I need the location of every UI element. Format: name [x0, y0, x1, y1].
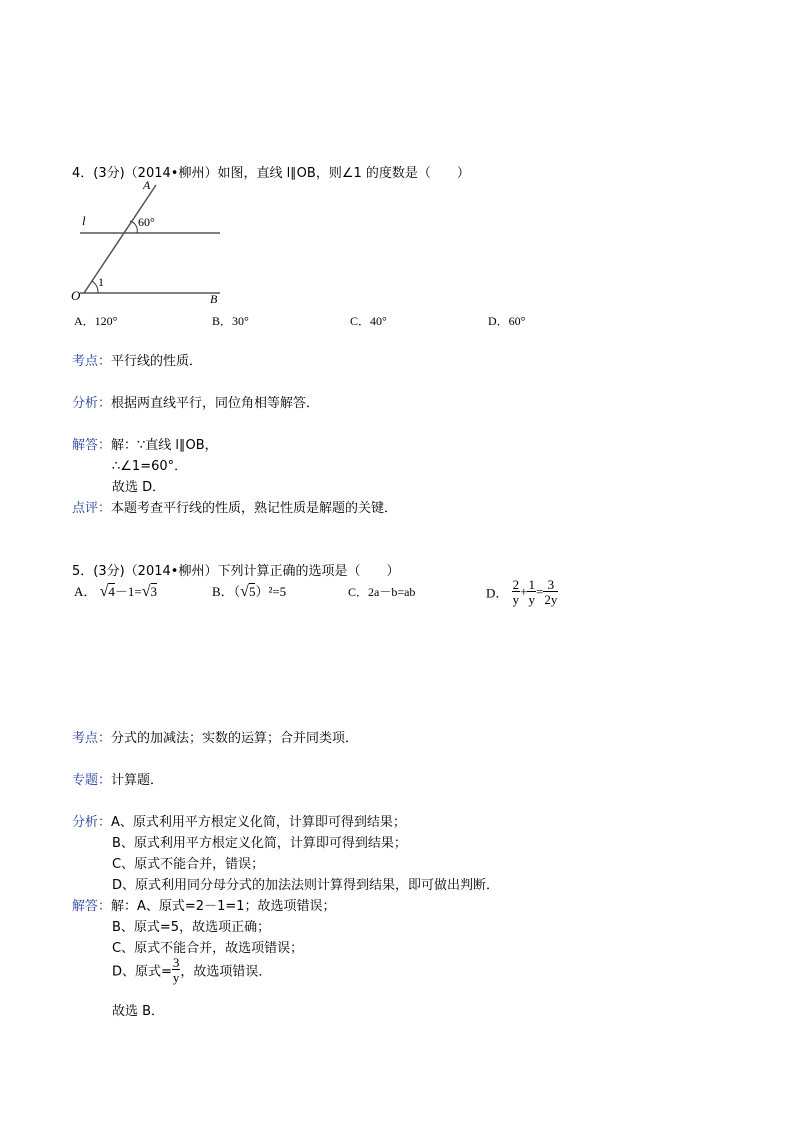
q5-jieda-line-4: [112, 956, 271, 984]
q5-kaodian: [72, 727, 358, 746]
q5-option-d-frac-1: [512, 578, 521, 606]
line-oa: [84, 185, 156, 293]
label-l: l: [82, 213, 86, 228]
frac-denominator: 2y: [544, 592, 558, 607]
q5-option-d-plus: +: [520, 584, 528, 599]
q5-kaodian-label: 考点：: [72, 731, 112, 746]
q5-option-d-eq: =: [535, 584, 544, 599]
q5-option-c: C．2a－b=ab: [348, 585, 416, 599]
q5-option-d-frac-3: [543, 578, 558, 606]
sqrt-symbol: √: [99, 583, 109, 600]
frac-numerator: 1: [528, 577, 535, 592]
q4-dianping-label: 点评：: [72, 501, 112, 516]
q5-option-a: [74, 581, 157, 601]
q5-zhuanti-text: 计算题．: [111, 773, 164, 788]
q5-zhuanti-label: 专题：: [72, 773, 112, 788]
q5-option-a-radicand-2: 3: [150, 584, 158, 599]
q4-option-b: B．30°: [212, 314, 249, 328]
q5-zhuanti: [72, 769, 163, 788]
q5-fenxi: [72, 811, 406, 830]
q5-jieda: [72, 895, 336, 914]
q4-stem: 4．(3分)（2014•柳州）如图，直线 l∥OB，则∠1 的度数是（ ）: [72, 166, 470, 181]
q5-jieda-line-2: B、原式=5，故选项正确；: [112, 920, 271, 935]
label-a: A: [143, 178, 151, 192]
frac-denominator: y: [512, 592, 520, 607]
q5-jieda-d-prefix: D、原式=: [112, 964, 172, 980]
frac-numerator: 2: [512, 577, 520, 592]
q5-option-d-frac-2: [527, 578, 536, 606]
q5-option-a-radicand-1: 4: [108, 584, 115, 599]
q5-kaodian-text: 分式的加减法；实数的运算；合并同类项．: [111, 731, 359, 746]
sqrt-symbol: √: [240, 583, 249, 600]
q5-stem: 5．(3分)（2014•柳州）下列计算正确的选项是（ ）: [72, 564, 400, 579]
frac-numerator: 3: [172, 955, 180, 970]
q4-option-c: C．40°: [350, 314, 387, 328]
q5-option-d-prefix: D．: [486, 585, 509, 601]
q4-figure: [66, 178, 226, 306]
label-o: O: [71, 288, 81, 303]
q5-fenxi-line-1: A、原式利用平方根定义化简，计算即可得到结果；: [111, 815, 406, 830]
frac-denominator: y: [172, 970, 180, 985]
q4-fenxi-text: 根据两直线平行，同位角相等解答．: [111, 396, 320, 411]
q5-jieda-d-suffix: ，故选项错误．: [180, 964, 272, 980]
q4-option-d: D．60°: [488, 314, 526, 328]
q5-option-b-radicand: 5: [248, 584, 256, 599]
label-angle-1: 1: [98, 275, 104, 289]
q5-option-a-prefix: A．: [74, 584, 97, 599]
q5-fenxi-line-3: C、原式不能合并，错误；: [112, 857, 265, 872]
q4-dianping: [72, 497, 397, 516]
q4-kaodian-label: 考点：: [72, 354, 112, 369]
frac-numerator: 3: [547, 577, 555, 592]
q5-option-b-prefix: B．（: [212, 584, 241, 599]
q4-dianping-text: 本题考查平行线的性质，熟记性质是解题的关键．: [111, 501, 398, 516]
q4-jieda: [72, 434, 218, 453]
label-angle-60: 60°: [138, 215, 155, 229]
q5-option-a-mid: －1=: [114, 584, 142, 599]
frac-denominator: y: [528, 592, 535, 607]
q5-option-b: [212, 581, 286, 601]
q4-fenxi: [72, 392, 319, 411]
q4-kaodian-text: 平行线的性质．: [111, 354, 203, 369]
q5-option-d: [486, 578, 558, 606]
q5-jieda-line-1: 解：A、原式=2－1=1；故选项错误；: [111, 899, 336, 914]
q5-fenxi-label: 分析：: [72, 815, 112, 830]
q4-jieda-line-3: 故选 D．: [112, 480, 166, 495]
q4-option-a: A．120°: [74, 314, 118, 328]
q5-jieda-final: 故选 B．: [112, 1004, 165, 1019]
label-b: B: [210, 292, 218, 306]
q4-jieda-line-2: ∴∠1=60°．: [112, 459, 188, 474]
sqrt-symbol: √: [141, 583, 151, 600]
q4-kaodian: [72, 350, 202, 369]
q5-fenxi-line-2: B、原式利用平方根定义化简，计算即可得到结果；: [112, 836, 407, 851]
q4-jieda-label: 解答：: [72, 438, 112, 453]
q5-option-b-suffix: ）²=5: [255, 584, 287, 599]
q4-jieda-line-1: 解：∵直线 l∥OB，: [111, 438, 218, 453]
q4-fenxi-label: 分析：: [72, 396, 112, 411]
q5-fenxi-line-4: D、原式利用同分母分式的加法法则计算得到结果，即可做出判断．: [112, 878, 500, 893]
q5-jieda-line-3: C、原式不能合并，故选项错误；: [112, 941, 304, 956]
q5-jieda-label: 解答：: [72, 899, 112, 914]
